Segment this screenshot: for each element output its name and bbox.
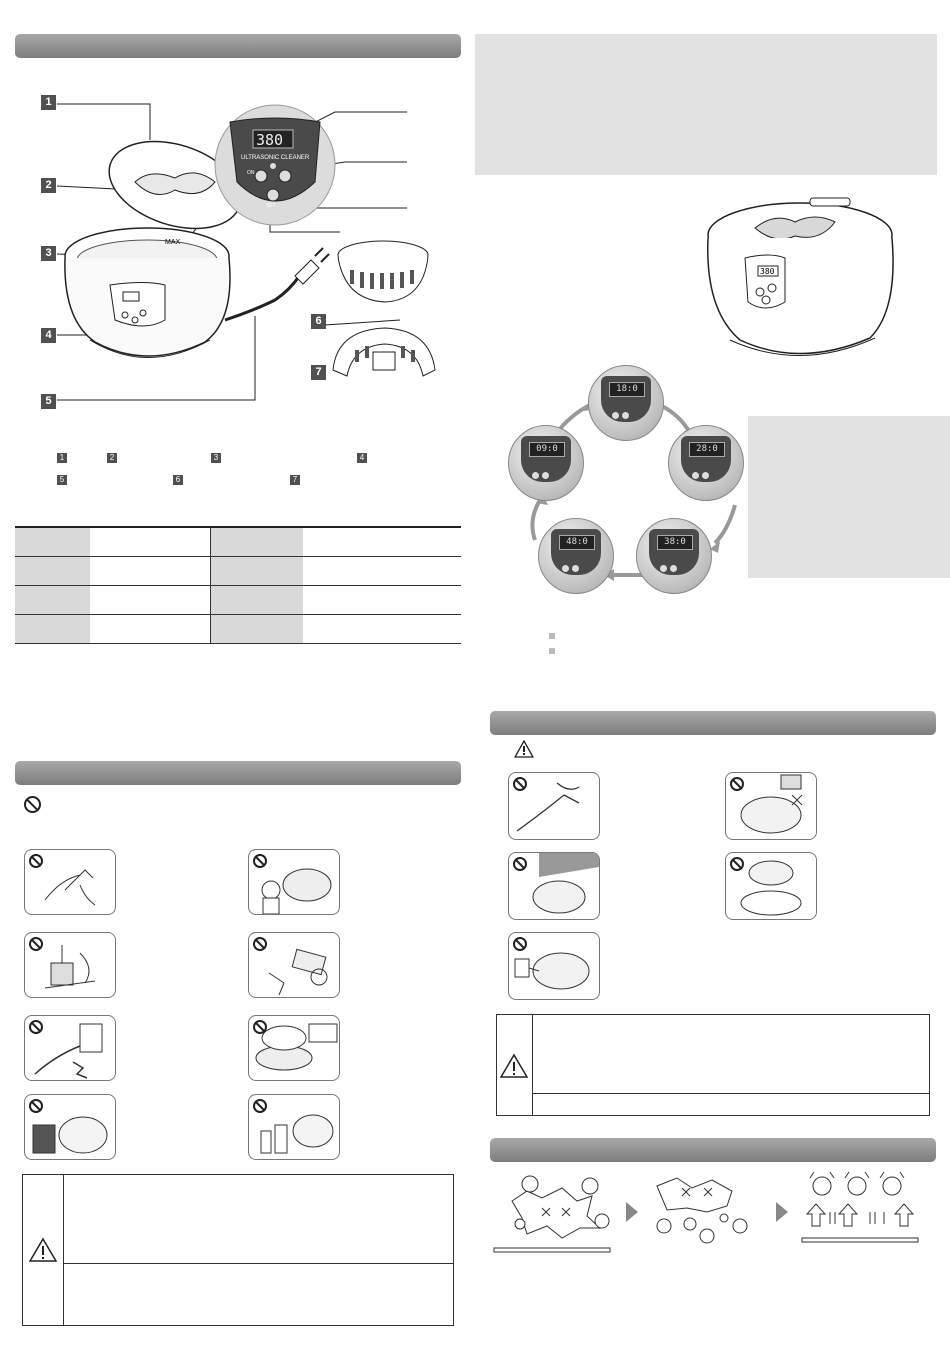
caution-picture-pour [725,772,817,840]
no-entry-icon [513,857,527,871]
timer-step-display: 18:0 [609,382,645,397]
callout-5: 5 [41,394,56,409]
timer-step-3 [636,518,712,594]
no-entry-icon [513,777,527,791]
no-entry-icon [29,937,43,951]
legend-num-5: 5 [57,475,67,485]
product-parts-diagram [15,70,461,420]
safety-picture-chemicals [248,1094,340,1160]
bullet-square [549,648,555,654]
panel-on-label: ON [247,170,255,176]
timer-step-5 [508,425,584,501]
timer-step-display: 48:0 [559,535,595,550]
caution-picture-drop [725,852,817,920]
warning-triangle-icon [514,740,534,758]
no-entry-icon [730,777,744,791]
safety-picture-overfill [248,1015,340,1081]
safety-picture-heater [24,1094,116,1160]
table-row [15,615,461,644]
no-entry-icon [253,1099,267,1113]
timer-step-display: 28:0 [689,442,725,457]
product-display-text: 380 [760,267,775,276]
table-row [15,586,461,615]
intro-gray-panel [475,34,937,175]
no-entry-icon [513,937,527,951]
panel-set-label: SET [266,203,276,209]
no-entry-icon [29,854,43,868]
safety-picture-damaged-cord [24,932,116,998]
no-entry-icon [730,857,744,871]
callout-6: 6 [311,314,326,329]
legend-num-6: 6 [173,475,183,485]
product-illustration [700,190,900,370]
legend-num-4: 4 [357,453,367,463]
warning-box-left [22,1174,454,1326]
section-header-bar-parts [15,34,461,58]
warning-triangle-icon [500,1053,528,1079]
no-entry-icon [253,937,267,951]
bullet-square [549,633,555,639]
legend-num-1: 1 [57,453,67,463]
section-header-bar-principle [490,1138,936,1162]
callout-3: 3 [41,246,56,261]
caution-picture-shelf [508,852,600,920]
cavitation-illustration [492,1166,932,1256]
legend-num-7: 7 [290,475,300,485]
legend-num-3: 3 [211,453,221,463]
callout-7: 7 [311,365,326,380]
callout-1: 1 [41,95,56,110]
no-entry-icon [24,796,41,813]
safety-picture-wet-hands [24,1015,116,1081]
table-row [15,527,461,557]
timer-step-2 [668,425,744,501]
timer-step-display: 09:0 [529,442,565,457]
timer-step-display: 38:0 [657,535,693,550]
panel-brand-label: ULTRASONIC CLEANER [241,155,310,161]
no-entry-icon [29,1099,43,1113]
warning-triangle-icon [29,1237,57,1263]
warning-box-right [496,1014,930,1116]
no-entry-icon [253,854,267,868]
callout-2: 2 [41,178,56,193]
timer-step-1 [588,365,664,441]
section-header-bar-safety [15,761,461,785]
panel-display-text: 380 [256,131,284,149]
safety-picture-socket [248,932,340,998]
spec-table [15,526,461,644]
caution-picture-unplug [508,932,600,1000]
timer-note-panel [748,416,950,578]
legend-num-2: 2 [107,453,117,463]
safety-picture-child [248,849,340,915]
max-mark: MAX [165,239,181,246]
timer-step-4 [538,518,614,594]
caution-picture-cord-pull [508,772,600,840]
section-header-bar-caution [490,711,936,735]
table-row [15,557,461,586]
no-entry-icon [253,1020,267,1034]
safety-picture-wet-plug [24,849,116,915]
no-entry-icon [29,1020,43,1034]
callout-4: 4 [41,328,56,343]
